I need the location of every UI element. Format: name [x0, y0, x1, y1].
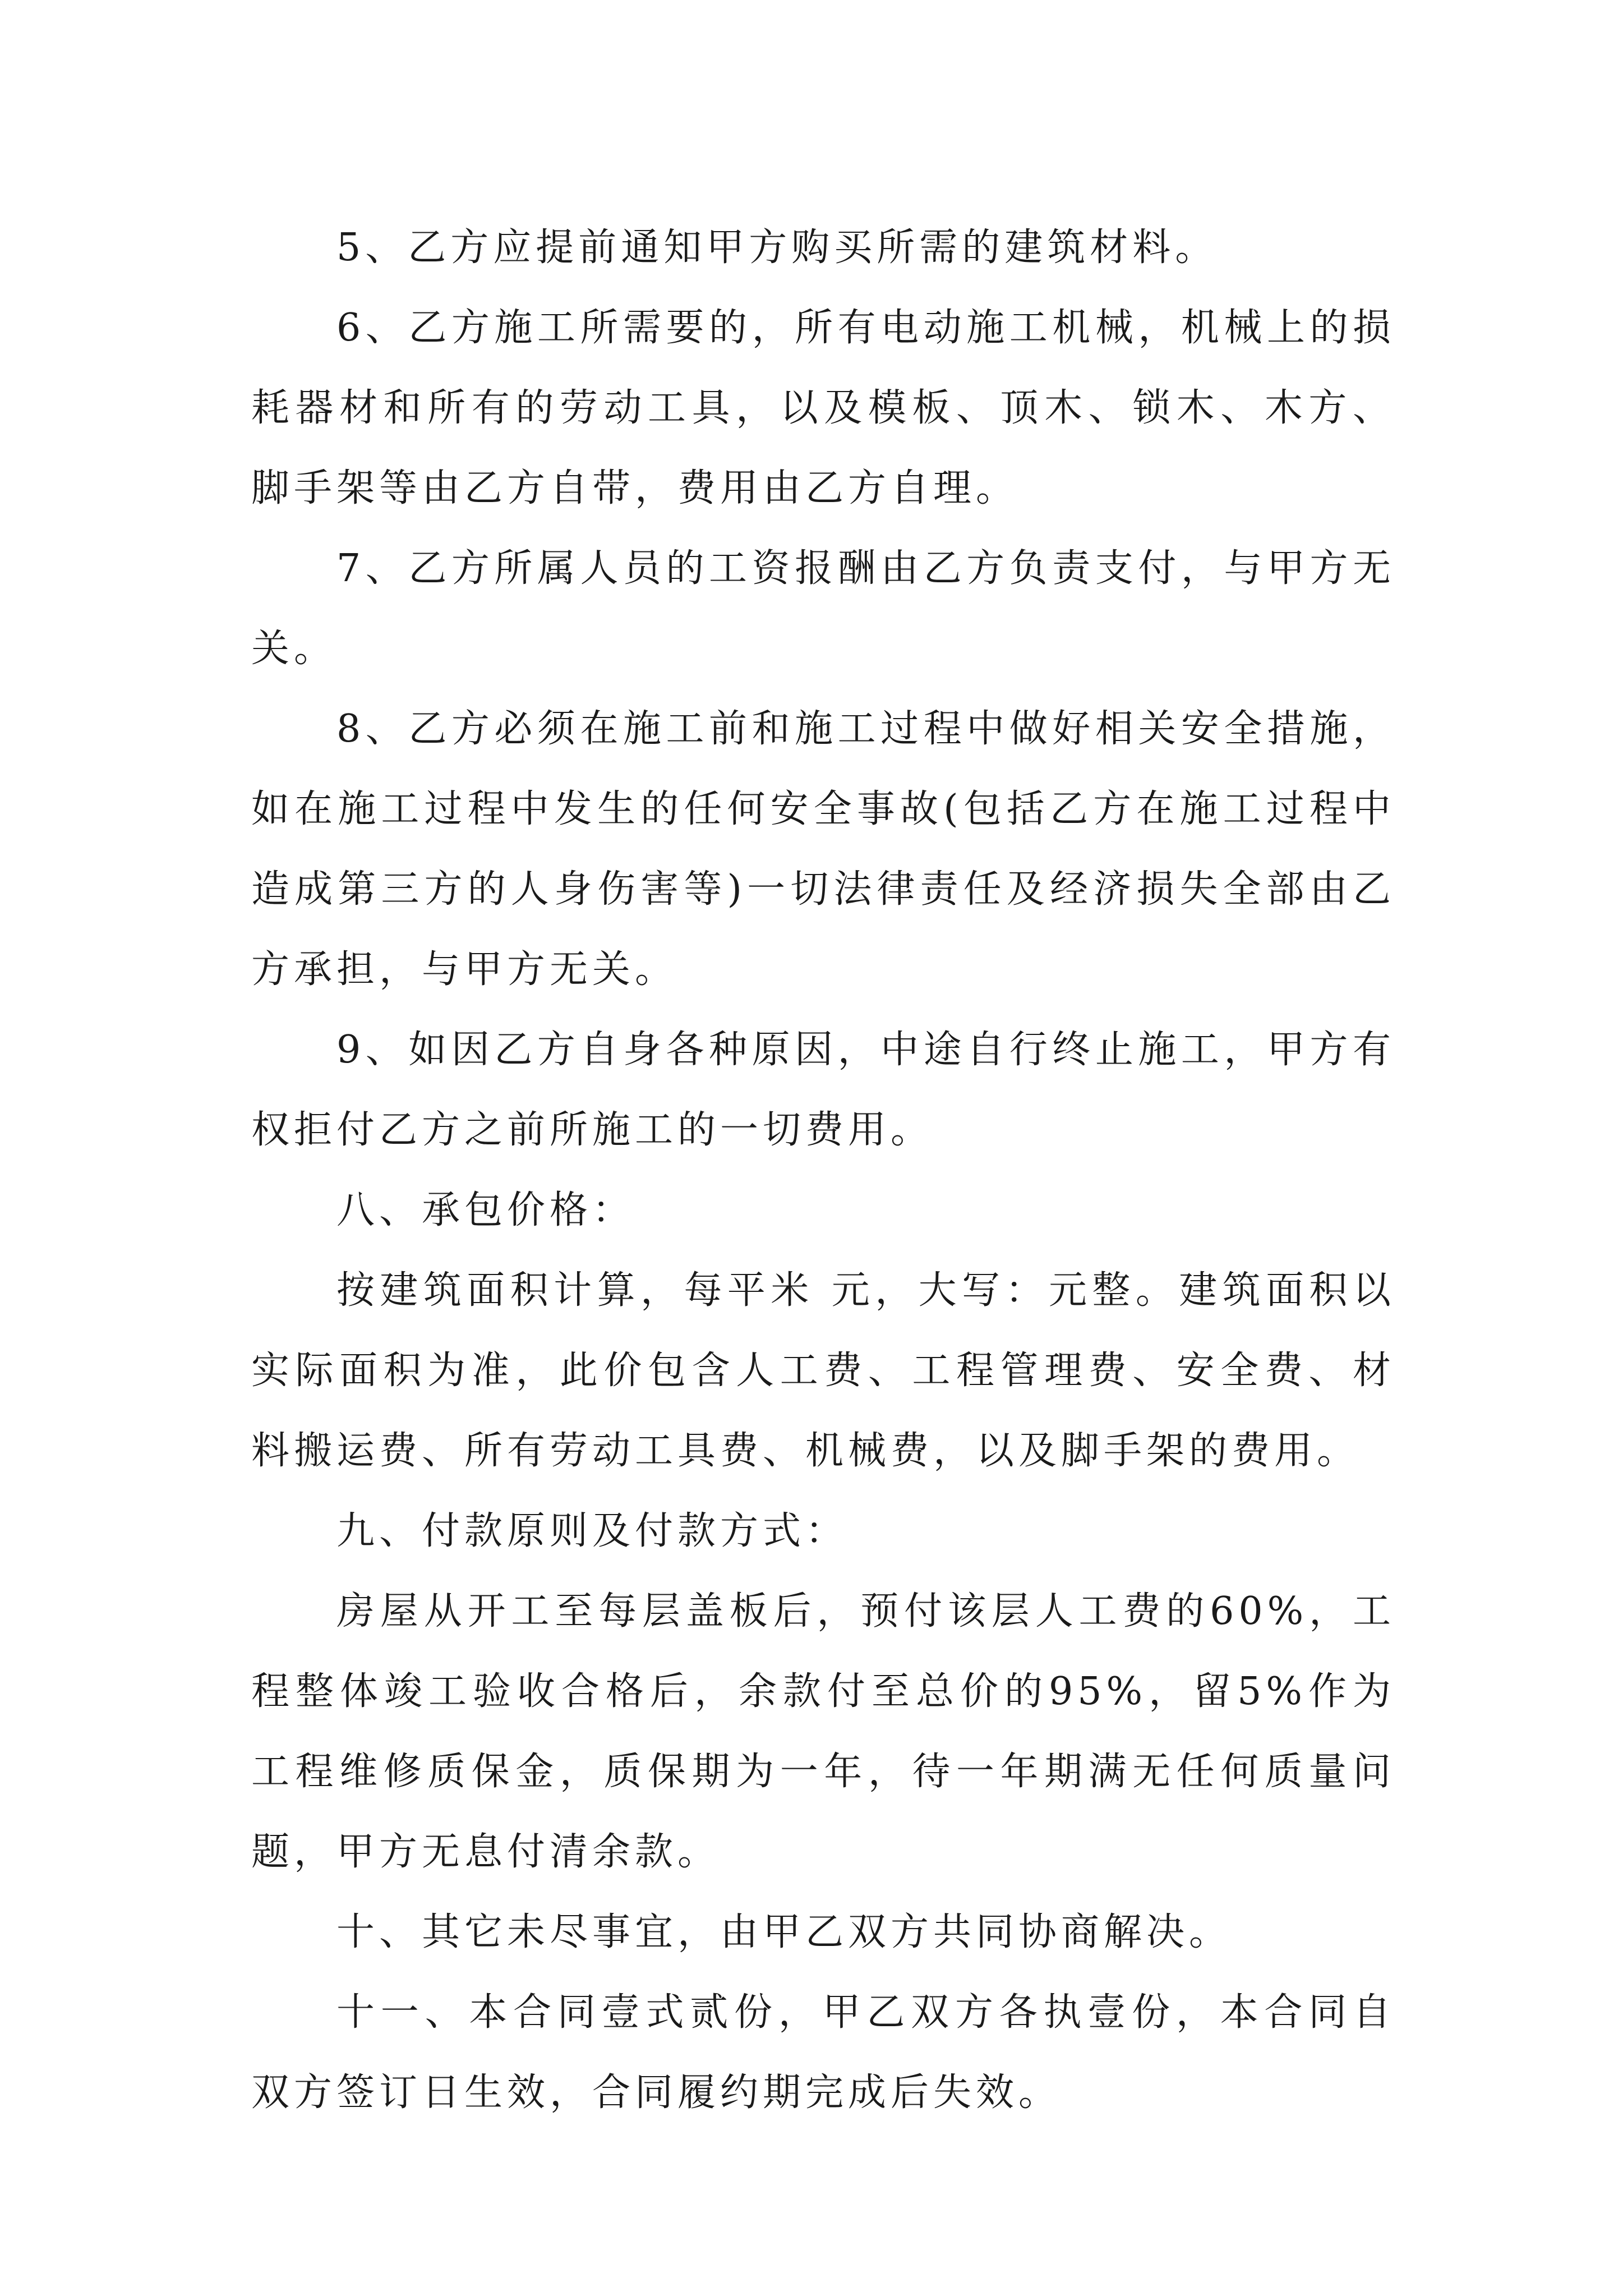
clause-8: 8、乙方必须在施工前和施工过程中做好相关安全措施，如在施工过程中发生的任何安全事故(包括乙方在施工过程中造成第三方的人身伤害等)一切法律责任及经济损失全部由乙方承担，与甲方无关。	[251, 707, 1395, 992]
section-8-heading: 八、承包价格：	[336, 1188, 635, 1232]
clause-7: 7、乙方所属人员的工资报酬由乙方负责支付，与甲方无关。	[251, 546, 1395, 671]
clause-6: 6、乙方施工所需要的，所有电动施工机械，机械上的损耗器材和所有的劳动工具，以及模板、顶木、锁木、木方、脚手架等由乙方自带，费用由乙方自理。	[251, 306, 1395, 510]
section-10-text: 十、其它未尽事宜，由甲乙双方共同协商解决。	[336, 1910, 1232, 1954]
clause-5: 5、乙方应提前通知甲方购买所需的建筑材料。	[336, 226, 1218, 270]
section-9-heading: 九、付款原则及付款方式：	[336, 1509, 849, 1553]
section-11-text: 十一、本合同壹式贰份，甲乙双方各执壹份，本合同自双方签订日生效，合同履约期完成后失效。	[251, 1990, 1395, 2115]
document-body	[251, 208, 1395, 2133]
clause-9: 9、如因乙方自身各种原因，中途自行终止施工，甲方有权拒付乙方之前所施工的一切费用。	[251, 1028, 1395, 1152]
contract-price-text: 按建筑面积计算，每平米 元，大写：元整。建筑面积以实际面积为准，此价包含人工费、工程管理费、安全费、材料搬运费、所有劳动工具费、机械费，以及脚手架的费用。	[251, 1268, 1395, 1473]
payment-terms-text: 房屋从开工至每层盖板后，预付该层人工费的60%，工程整体竣工验收合格后，余款付至总价的95%，留5%作为工程维修质保金，质保期为一年，待一年期满无任何质量问题，甲方无息付清余款。	[251, 1589, 1395, 1874]
